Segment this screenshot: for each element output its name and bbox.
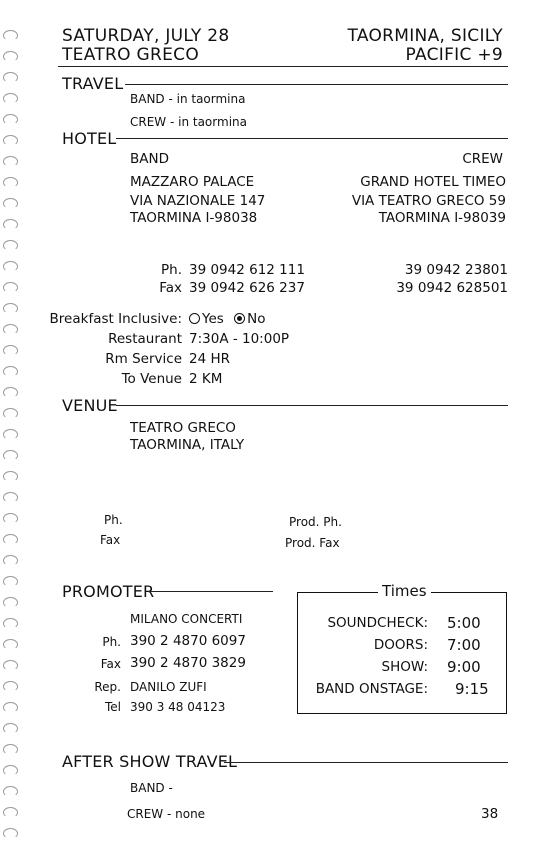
times-value-soundcheck: 5:00 — [447, 614, 481, 632]
times-label-doors: DOORS: — [373, 637, 428, 653]
binding-ring — [3, 366, 18, 377]
binding-ring — [3, 702, 18, 713]
venue-ph-label: Ph. — [104, 513, 123, 527]
promoter-fax-label: Fax — [100, 657, 121, 671]
promoter-rep: DANILO ZUFI — [130, 680, 207, 694]
promoter-ph-label: Ph. — [102, 635, 121, 649]
hotel-band-street: VIA NAZIONALE 147 — [130, 193, 266, 209]
hotel-band-city: TAORMINA I-98038 — [130, 210, 258, 226]
binding-ring — [3, 492, 18, 503]
venue-label: VENUE — [62, 396, 118, 415]
promoter-name: MILANO CONCERTI — [130, 612, 243, 626]
binding-ring — [3, 639, 18, 650]
binding-ring — [3, 576, 18, 587]
date-heading: SATURDAY, JULY 28 — [62, 26, 230, 46]
to-venue-label: To Venue — [121, 371, 182, 387]
times-value-band-onstage: 9:15 — [455, 680, 489, 698]
binding-ring — [3, 723, 18, 734]
hotel-crew-street: VIA TEATRO GRECO 59 — [351, 193, 506, 209]
promoter-label: PROMOTER — [62, 582, 155, 601]
hotel-band-fax: 39 0942 626 237 — [189, 280, 305, 296]
travel-band: BAND - in taormina — [130, 92, 246, 106]
binding-ring — [3, 765, 18, 776]
promoter-ph: 390 2 4870 6097 — [130, 633, 246, 649]
binding-ring — [3, 513, 18, 524]
binding-ring — [3, 597, 18, 608]
promoter-tel-label: Tel — [104, 700, 121, 714]
binding-ring — [3, 177, 18, 188]
binding-ring — [3, 660, 18, 671]
hotel-crew-city: TAORMINA I-98039 — [378, 210, 506, 226]
promoter-rule — [148, 591, 273, 592]
rm-service-label: Rm Service — [105, 351, 182, 367]
binding-ring — [3, 261, 18, 272]
timezone-heading: PACIFIC +9 — [405, 45, 503, 65]
binding-ring — [3, 135, 18, 146]
hotel-band-heading: BAND — [130, 151, 169, 167]
times-label-soundcheck: SOUNDCHECK: — [327, 615, 428, 631]
travel-label: TRAVEL — [62, 74, 124, 93]
times-label-show: SHOW: — [381, 659, 428, 675]
binding-ring — [3, 198, 18, 209]
venue-heading: TEATRO GRECO — [62, 45, 199, 65]
header-divider — [58, 66, 508, 67]
binding-ring — [3, 156, 18, 167]
times-label-band-onstage: BAND ONSTAGE: — [315, 681, 428, 697]
binding-ring — [3, 282, 18, 293]
hotel-ph-label: Ph. — [161, 262, 182, 278]
times-value-show: 9:00 — [447, 658, 481, 676]
binding-ring — [3, 744, 18, 755]
after-show-band: BAND - — [130, 781, 173, 795]
restaurant-label: Restaurant — [108, 331, 182, 347]
hotel-crew-heading: CREW — [462, 151, 503, 167]
venue-rule — [116, 405, 508, 406]
binding-ring — [3, 618, 18, 629]
page-number: 38 — [481, 806, 499, 822]
promoter-tel: 390 3 48 04123 — [130, 700, 226, 714]
breakfast-options — [189, 311, 265, 327]
hotel-crew-phone: 39 0942 23801 — [404, 262, 508, 278]
breakfast-yes-radio[interactable] — [189, 313, 200, 324]
hotel-band-phone: 39 0942 612 111 — [189, 262, 305, 278]
binding-ring — [3, 471, 18, 482]
hotel-crew-fax: 39 0942 628501 — [396, 280, 508, 296]
venue-name: TEATRO GRECO — [130, 420, 236, 436]
after-show-crew: CREW - none — [127, 807, 206, 821]
binding-ring — [3, 324, 18, 335]
breakfast-label: Breakfast Inclusive: — [49, 311, 182, 327]
venue-fax-label: Fax — [100, 533, 121, 547]
binding-ring — [3, 555, 18, 566]
times-value-doors: 7:00 — [447, 636, 481, 654]
after-show-label: AFTER SHOW TRAVEL — [62, 752, 238, 771]
binding-ring — [3, 786, 18, 797]
travel-crew: CREW - in taormina — [130, 115, 247, 129]
promoter-fax: 390 2 4870 3829 — [130, 655, 246, 671]
travel-rule — [125, 84, 508, 85]
binding-ring — [3, 72, 18, 83]
venue-prod-ph-label: Prod. Ph. — [289, 515, 342, 529]
venue-prod-fax-label: Prod. Fax — [285, 536, 340, 550]
binding-ring — [3, 429, 18, 440]
binding-ring — [3, 828, 18, 839]
binding-ring — [3, 219, 18, 230]
breakfast-no-radio[interactable] — [234, 313, 245, 324]
breakfast-yes-label: Yes — [202, 311, 224, 327]
hotel-label: HOTEL — [62, 129, 117, 148]
binding-ring — [3, 51, 18, 62]
venue-location: TAORMINA, ITALY — [130, 437, 245, 453]
binding-ring — [3, 303, 18, 314]
binding-ring — [3, 408, 18, 419]
binding-ring — [3, 240, 18, 251]
spiral-binding — [0, 0, 22, 850]
hotel-crew-name: GRAND HOTEL TIMEO — [360, 174, 506, 190]
hotel-fax-label: Fax — [159, 280, 182, 296]
binding-ring — [3, 114, 18, 125]
hotel-band-name: MAZZARO PALACE — [130, 174, 255, 190]
city-heading: TAORMINA, SICILY — [347, 26, 503, 46]
promoter-rep-label: Rep. — [94, 680, 121, 694]
binding-ring — [3, 807, 18, 818]
after-show-rule — [224, 762, 508, 763]
binding-ring — [3, 387, 18, 398]
breakfast-no-label: No — [247, 311, 266, 327]
hotel-rule — [116, 138, 508, 139]
binding-ring — [3, 345, 18, 356]
binding-ring — [3, 681, 18, 692]
binding-ring — [3, 93, 18, 104]
rm-service-value: 24 HR — [189, 351, 231, 367]
binding-ring — [3, 534, 18, 545]
binding-ring — [3, 30, 18, 41]
to-venue-value: 2 KM — [189, 371, 223, 387]
binding-ring — [3, 450, 18, 461]
restaurant-value: 7:30A - 10:00P — [189, 331, 290, 347]
times-title: Times — [378, 582, 431, 600]
